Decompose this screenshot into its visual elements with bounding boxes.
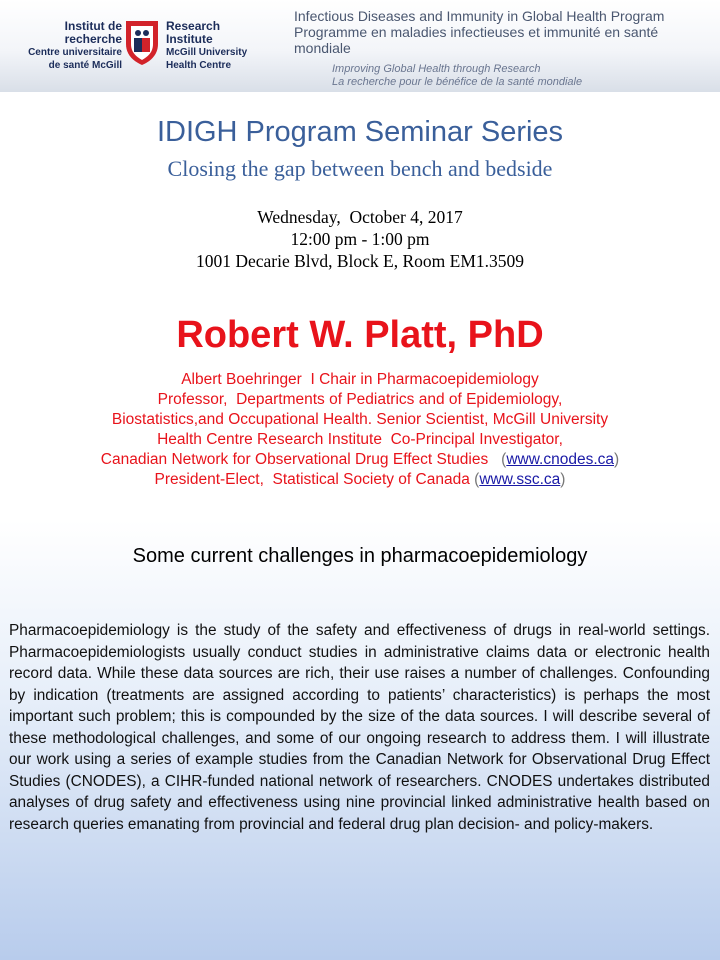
event-location: 1001 Decarie Blvd, Block E, Room EM1.3509 [195,251,525,271]
tagline-fr: La recherche pour le bénéfice de la santé mondiale [332,76,583,88]
program-banner-text [294,8,714,89]
cnodes-close-paren: ) [614,451,620,468]
logo-left-line3: Centre universitaire [28,47,122,58]
ssc-close-paren: ) [560,471,566,488]
ssc-link[interactable]: www.ssc.ca [479,471,561,488]
logo-left-line1: Institut de [64,19,122,33]
logo-right-line2: Institute [166,32,213,46]
cnodes-link[interactable]: www.cnodes.ca [506,451,615,468]
affiliation-line-5 [0,450,720,470]
abstract-paragraph: Pharmacoepidemiology is the study of the safety and effectiveness of drugs in real-world settings. Pharmacoepidemiologists usually conduct studies in administrative claims data or electronic health record data. While these data sources are rich, their use raises a number of challenges. Confounding by indication (treatments are assigned according to patients’ characteristics) is perhaps the most important such problem; this is compounded by the size of the data sources. I will describe several of these methodological challenges, and some of our ongoing research to address them. I will illustrate our work using a series of example studies from the Canadian Network for Observational Drug Effect Studies (CNODES), a CIHR-funded national network of researchers. CNODES undertakes distributed analyses of drug safety and effectiveness using nine provincial linked administrative health based on research queries emanating from provincial and federal drug plan decision- and policy-makers. [9,622,710,833]
muhc-crest-icon [123,18,161,66]
tagline-en: Improving Global Health through Research [332,63,541,75]
logo-left-line4: de santé McGill [48,60,122,71]
affiliation-line-4: Health Centre Research Institute Co-Principal Investigator, [157,431,563,448]
affiliation-line-1: Albert Boehringer I Chair in Pharmacoepidemiology [181,371,539,388]
affiliation-line-3: Biostatistics,and Occupational Health. Senior Scientist, McGill University [111,411,609,428]
speaker-name: Robert W. Platt, PhD [176,314,544,356]
header-banner [0,0,720,92]
ssc-text: President-Elect, Statistical Society of Canada [154,471,470,488]
seminar-series-title: IDIGH Program Seminar Series [156,116,564,148]
affiliation-line-2: Professor, Departments of Pediatrics and of Epidemiology, [157,391,563,408]
cnodes-open-paren: ( [501,451,507,468]
talk-title: Some current challenges in pharmacoepidemiology [132,545,588,567]
logo-right-line3: McGill University [166,47,248,58]
logo-left-line2: recherche [64,32,122,46]
speaker-affiliations [0,370,720,490]
logo-french-text [14,20,122,72]
event-details [0,206,720,272]
program-name-en: Infectious Diseases and Immunity in Global Health Program [294,8,665,24]
cnodes-text: Canadian Network for Observational Drug Effect Studies [100,451,489,468]
event-date: Wednesday, October 4, 2017 [257,207,463,227]
affiliation-line-6 [0,470,720,490]
ssc-open-paren: ( [474,471,480,488]
program-name-fr: Programme en maladies infectieuses et immunité en santé mondiale [294,24,659,56]
seminar-subtitle: Closing the gap between bench and bedside [167,156,553,181]
logo-right-line4: Health Centre [166,60,232,71]
logo-right-line1: Research [166,19,221,33]
logo-english-text [166,20,276,72]
event-time: 12:00 pm - 1:00 pm [290,229,430,249]
